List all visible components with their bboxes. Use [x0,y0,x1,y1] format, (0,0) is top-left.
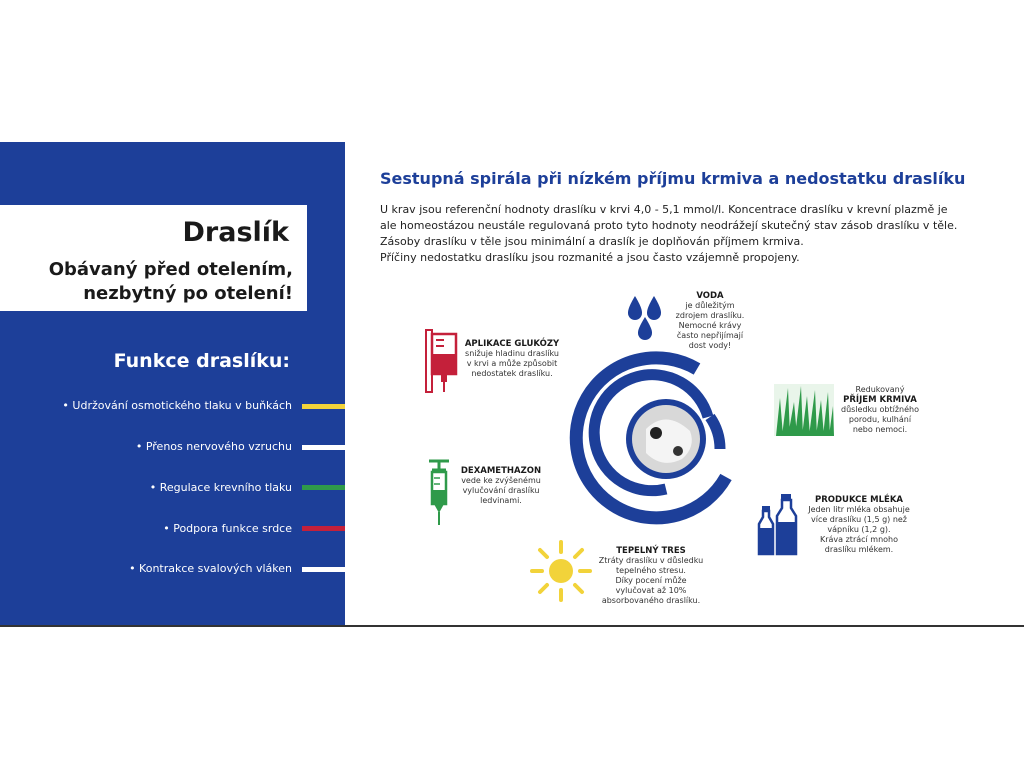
function-bar-green [302,485,345,490]
function-bar-yellow [302,404,345,409]
cause-heat-stress-line: tepelného stresu. [616,566,686,575]
sun-icon [530,540,592,602]
intro-text [380,202,980,266]
cause-dexamethasone-line: vylučování draslíku [462,486,540,495]
cause-water-line: dost vody! [688,341,732,350]
page-subtitle [3,258,293,306]
cause-milk-title: PRODUKCE MLÉKA [814,495,903,505]
subtitle-line-2: nezbytný po otelení! [83,283,293,304]
cause-milk-line: více draslíku (1,5 g) než [810,515,908,524]
cause-heat-stress [596,546,706,606]
cause-dexamethasone [456,466,546,506]
function-item-heart: • Podpora funkce srdce [163,522,292,535]
function-bar-white-2 [302,567,345,572]
sidebar-panel [0,142,345,626]
bottom-divider [0,625,1024,627]
cause-dexamethasone-line: ledvinami. [480,496,522,505]
cause-feed-line: porodu, kulhání [848,415,912,424]
intro-line: U krav jsou referenční hodnoty draslíku v krvi 4,0 - 5,1 mmol/l. Koncentrace draslíku v krevní plazmě je [380,203,948,216]
function-bar-white [302,445,345,450]
page-title: Draslík [182,217,289,248]
cause-dexamethasone-line: vede ke zvýšenému [461,476,541,485]
function-item-muscle: • Kontrakce svalových vláken [129,562,292,575]
function-item-osmotic: • Udržování osmotického tlaku v buňkách [62,399,292,412]
function-item-pressure: • Regulace krevního tlaku [149,481,292,494]
function-item-nerve: • Přenos nervového vzruchu [135,440,292,453]
cause-glucose-line: nedostatek draslíku. [471,369,553,378]
cause-heat-stress-line: absorbovaného draslíku. [601,596,701,605]
cause-milk-line: draslíku mlékem. [824,545,894,554]
cause-milk [805,495,913,555]
syringe-icon [426,458,452,526]
cause-water-line: zdrojem draslíku. [675,311,745,320]
intro-line: ale homeostázou neustále regulovaná proto tyto hodnoty neodrážejí skutečný stav zásob draslíku v těle. [380,219,958,232]
cause-water [665,291,755,351]
cause-water-line: často nepřijímají [676,331,744,340]
calf-ear-icon [650,427,662,439]
cause-glucose-line: snižuje hladinu draslíku [465,349,559,358]
subtitle-line-1: Obávaný před otelením, [48,259,293,280]
water-drops-icon [627,294,663,340]
cause-water-title: VODA [696,291,724,301]
cause-feed-line: nebo nemoci. [852,425,908,434]
cause-heat-stress-line: Ztráty draslíku v důsledku [598,556,704,565]
cause-milk-line: vápníku (1,2 g). [827,525,891,534]
cause-feed-line: důsledku obtížného [840,405,920,414]
cause-heat-stress-line: vylučovat až 10% [615,586,687,595]
function-bar-red [302,526,345,531]
intro-line: Příčiny nedostatku draslíku jsou rozmanité a jsou často vzájemně propojeny. [380,251,800,264]
cause-feed-title: PŘÍJEM KRMIVA [843,395,917,405]
title-box [0,205,307,311]
calf-nose-icon [673,446,683,456]
cause-glucose-title: APLIKACE GLUKÓZY [464,339,560,349]
cause-milk-line: Jeden litr mléka obsahuje [808,505,910,514]
cause-glucose-line: v krvi a může způsobit [466,359,558,368]
cause-water-line: Nemocné krávy [678,321,742,330]
cause-heat-stress-title: TEPELNÝ TRES [616,546,686,556]
cause-milk-line: Kráva ztrácí mnoho [819,535,899,544]
spiral-tail [710,417,720,449]
cause-feed-pre: Redukovaný [855,385,905,394]
slide [0,142,1024,626]
milk-bottles-icon [756,492,800,556]
section-heading: Sestupná spirála při nízkém příjmu krmiva a nedostatku draslíku [380,169,966,188]
cause-feed [838,385,922,435]
intro-line: Zásoby draslíku v těle jsou minimální a draslík je doplňován příjmem krmiva. [380,235,804,248]
functions-title: Funkce draslíku: [113,350,290,372]
cause-dexamethasone-title: DEXAMETHAZON [460,466,542,476]
cause-heat-stress-line: Díky pocení může [615,576,687,585]
cause-glucose [462,339,562,379]
cause-water-line: je důležitým [685,301,735,310]
spiral-diagram [550,347,760,527]
iv-bag-icon [422,328,460,394]
grass-icon [774,384,834,436]
